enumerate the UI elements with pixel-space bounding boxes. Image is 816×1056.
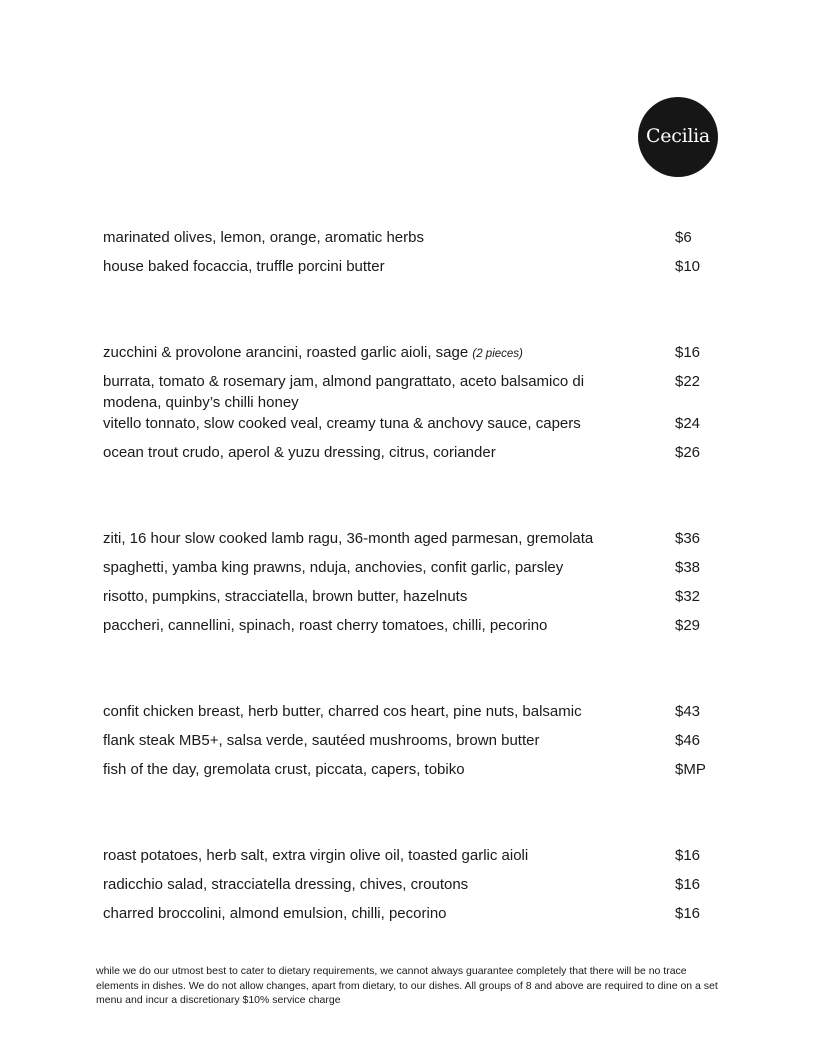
menu-item-price: $MP [675,761,706,778]
menu-item-price: $29 [675,617,701,634]
menu-item-price: $6 [675,229,692,246]
menu-item-note: (2 pieces) [472,348,523,360]
menu-item-description-wrap [103,342,643,365]
menu-item-price: $16 [675,344,701,361]
menu-item-description: vitello tonnato, slow cooked veal, creamy tuna & anchovy sauce, capers [103,415,581,432]
menu-item-price: $24 [675,415,701,432]
restaurant-logo [638,97,718,177]
menu-item-description: fish of the day, gremolata crust, piccata, capers, tobiko [103,761,465,778]
menu-item-description: radicchio salad, stracciatella dressing, chives, croutons [103,876,469,893]
menu-item-price: $16 [675,905,701,922]
menu-item-description: ziti, 16 hour slow cooked lamb ragu, 36-month aged parmesan, gremolata [103,530,594,547]
menu-item-description: ocean trout crudo, aperol & yuzu dressing, citrus, coriander [103,444,496,461]
menu-item-price: $16 [675,876,701,893]
menu-item-price: $22 [675,373,701,390]
dietary-disclaimer: while we do our utmost best to cater to dietary requirements, we cannot always guarantee completely that there will be no trace elements in dishes. We do not allow changes, apart from dietary, to our dishes. All groups of 8 and above are required to dine on a set menu and incur a discretionary $10% service charge [96,965,718,1006]
menu-item-price: $10 [675,258,701,275]
menu-item-description: zucchini & provolone arancini, roasted garlic aioli, sage [103,344,469,361]
menu-item-price: $36 [675,530,701,547]
menu-item-price: $16 [675,847,701,864]
menu-item-description: burrata, tomato & rosemary jam, almond pangrattato, aceto balsamico di modena, quinby’s chilli honey [103,373,585,411]
menu-item-price: $46 [675,732,701,749]
menu-item-description: confit chicken breast, herb butter, charred cos heart, pine nuts, balsamic [103,703,582,720]
menu-item-price: $26 [675,444,701,461]
menu-item-description: flank steak MB5+, salsa verde, sautéed mushrooms, brown butter [103,732,540,749]
menu-item-description: risotto, pumpkins, stracciatella, brown butter, hazelnuts [103,588,468,605]
menu-item-description: paccheri, cannellini, spinach, roast cherry tomatoes, chilli, pecorino [103,617,548,634]
menu-item-description: roast potatoes, herb salt, extra virgin olive oil, toasted garlic aioli [103,847,529,864]
menu-item-description: charred broccolini, almond emulsion, chilli, pecorino [103,905,447,922]
menu-item-price: $43 [675,703,701,720]
menu-item-price: $38 [675,559,701,576]
logo-wordmark: Cecilia [646,125,710,147]
menu-item-description: marinated olives, lemon, orange, aromatic herbs [103,229,424,246]
menu-item-description: spaghetti, yamba king prawns, nduja, anchovies, confit garlic, parsley [103,559,564,576]
menu-item-description: house baked focaccia, truffle porcini butter [103,258,385,275]
menu-item-price: $32 [675,588,701,605]
